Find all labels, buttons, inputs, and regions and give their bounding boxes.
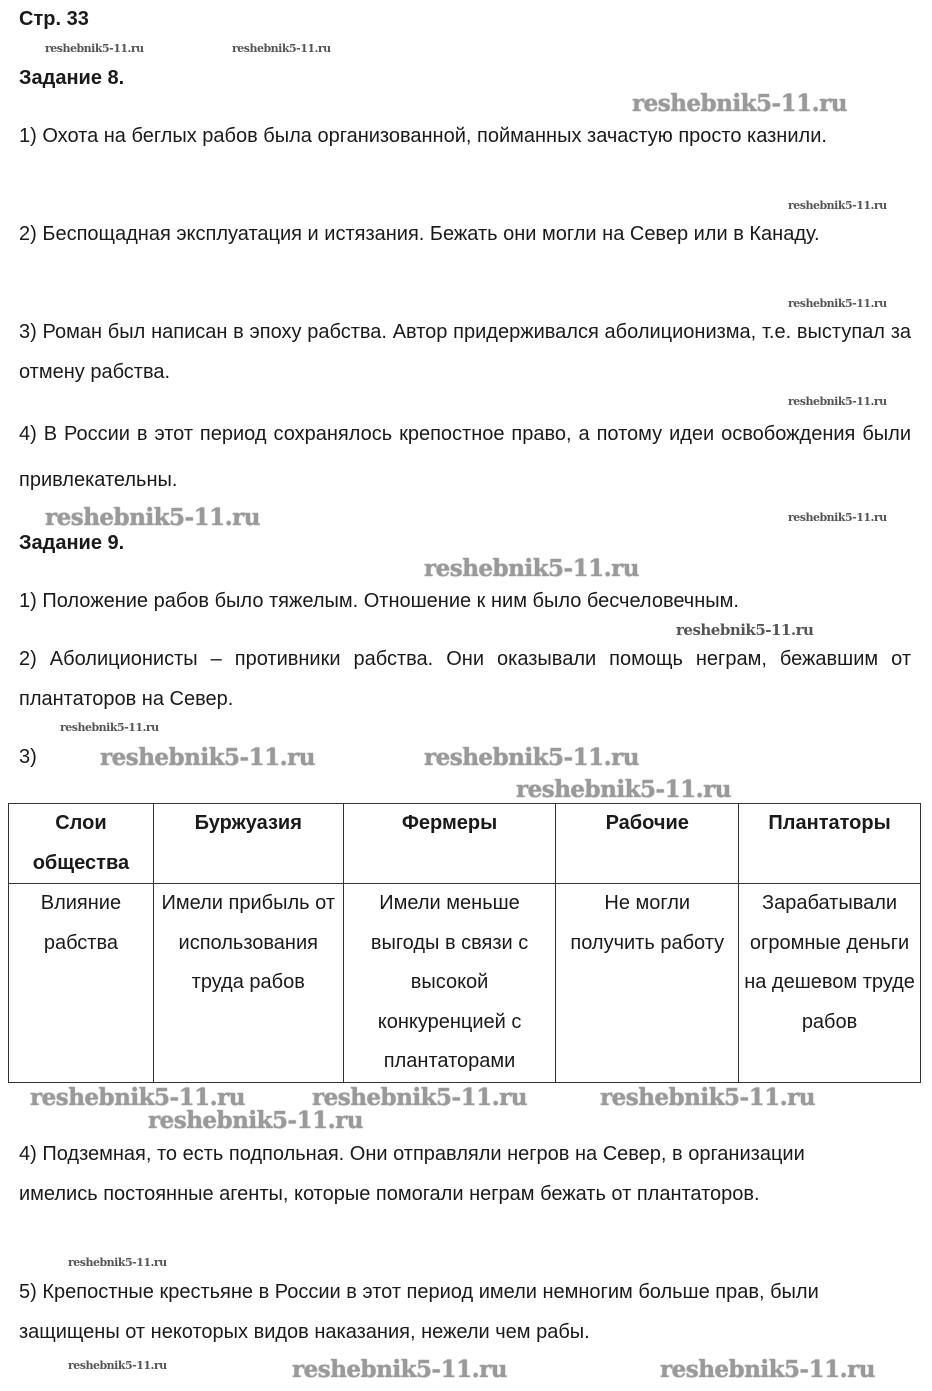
table-row [9,884,921,1083]
watermark: reshebnik5-11.ru [788,199,887,212]
task9-item-4: 4) Подземная, то есть подпольная. Они отправляли негров на Север, в организации имелись постоянные агенты, которые помогали неграм бежать от плантаторов. [19,1143,805,1205]
watermark: reshebnik5-11.ru [788,511,887,524]
task9-item-1: 1) Положение рабов было тяжелым. Отношение к ним было бесчеловечным. [19,590,739,612]
watermark: reshebnik5-11.ru [60,721,159,734]
task8-item-4: 4) В России в этот период сохранялось крепостное право, а потому идеи освобождения были привлекательны. [19,423,911,491]
task9-item-5: 5) Крепостные крестьяне в России в этот период имели немногим больше прав, были защищены от некоторых видов наказания, нежели чем рабы. [19,1281,819,1343]
watermark: reshebnik5-11.ru [45,504,260,531]
watermark: reshebnik5-11.ru [788,395,887,408]
header-cell: Буржуазия [153,804,343,884]
watermark: reshebnik5-11.ru [424,555,639,582]
task8-title: Задание 8. [19,67,125,89]
watermark: reshebnik5-11.ru [516,776,731,803]
header-cell: Рабочие [556,804,739,884]
task9-item-3: 3) [19,746,37,768]
task8-item-1: 1) Охота на беглых рабов была организованной, пойманных зачастую просто казнили. [19,125,827,147]
task8-item-3: 3) Роман был написан в эпоху рабства. Автор придерживался аболиционизма, т.е. выступал за отмену рабства. [19,321,911,383]
header-cell: Плантаторы [739,804,921,884]
watermark: reshebnik5-11.ru [68,1359,167,1372]
watermark: reshebnik5-11.ru [788,297,887,310]
watermark: reshebnik5-11.ru [660,1356,875,1383]
watermark: reshebnik5-11.ru [292,1356,507,1383]
watermark: reshebnik5-11.ru [100,744,315,771]
watermark: reshebnik5-11.ru [424,744,639,771]
watermark: reshebnik5-11.ru [30,1084,245,1111]
task8-item-2: 2) Беспощадная эксплуатация и истязания. Бежать они могли на Север или в Канаду. [19,223,820,245]
watermark: reshebnik5-11.ru [600,1084,815,1111]
table-cell: Не могли получить работу [556,884,739,1083]
watermark: reshebnik5-11.ru [148,1107,363,1134]
watermark: reshebnik5-11.ru [45,42,144,55]
watermark: reshebnik5-11.ru [632,90,847,117]
table-cell: Имели меньше выгоды в связи с высокой конкуренцией с плантаторами [343,884,556,1083]
header-cell: Слои общества [9,804,154,884]
header-cell: Фермеры [343,804,556,884]
watermark: reshebnik5-11.ru [232,42,331,55]
slavery-influence-table [8,803,921,1083]
watermark: reshebnik5-11.ru [68,1256,167,1269]
table-cell: Зарабатывали огромные деньги на дешевом труде рабов [739,884,921,1083]
page-label: Стр. 33 [19,8,89,30]
watermark: reshebnik5-11.ru [676,621,814,639]
task9-title: Задание 9. [19,532,125,554]
task9-item-2: 2) Аболиционисты – противники рабства. Они оказывали помощь неграм, бежавшим от плантаторов на Север. [19,648,911,710]
table-cell: Имели прибыль от использования труда рабов [153,884,343,1083]
watermark: reshebnik5-11.ru [312,1084,527,1111]
table-cell: Влияние рабства [9,884,154,1083]
table-header-row [9,804,921,884]
